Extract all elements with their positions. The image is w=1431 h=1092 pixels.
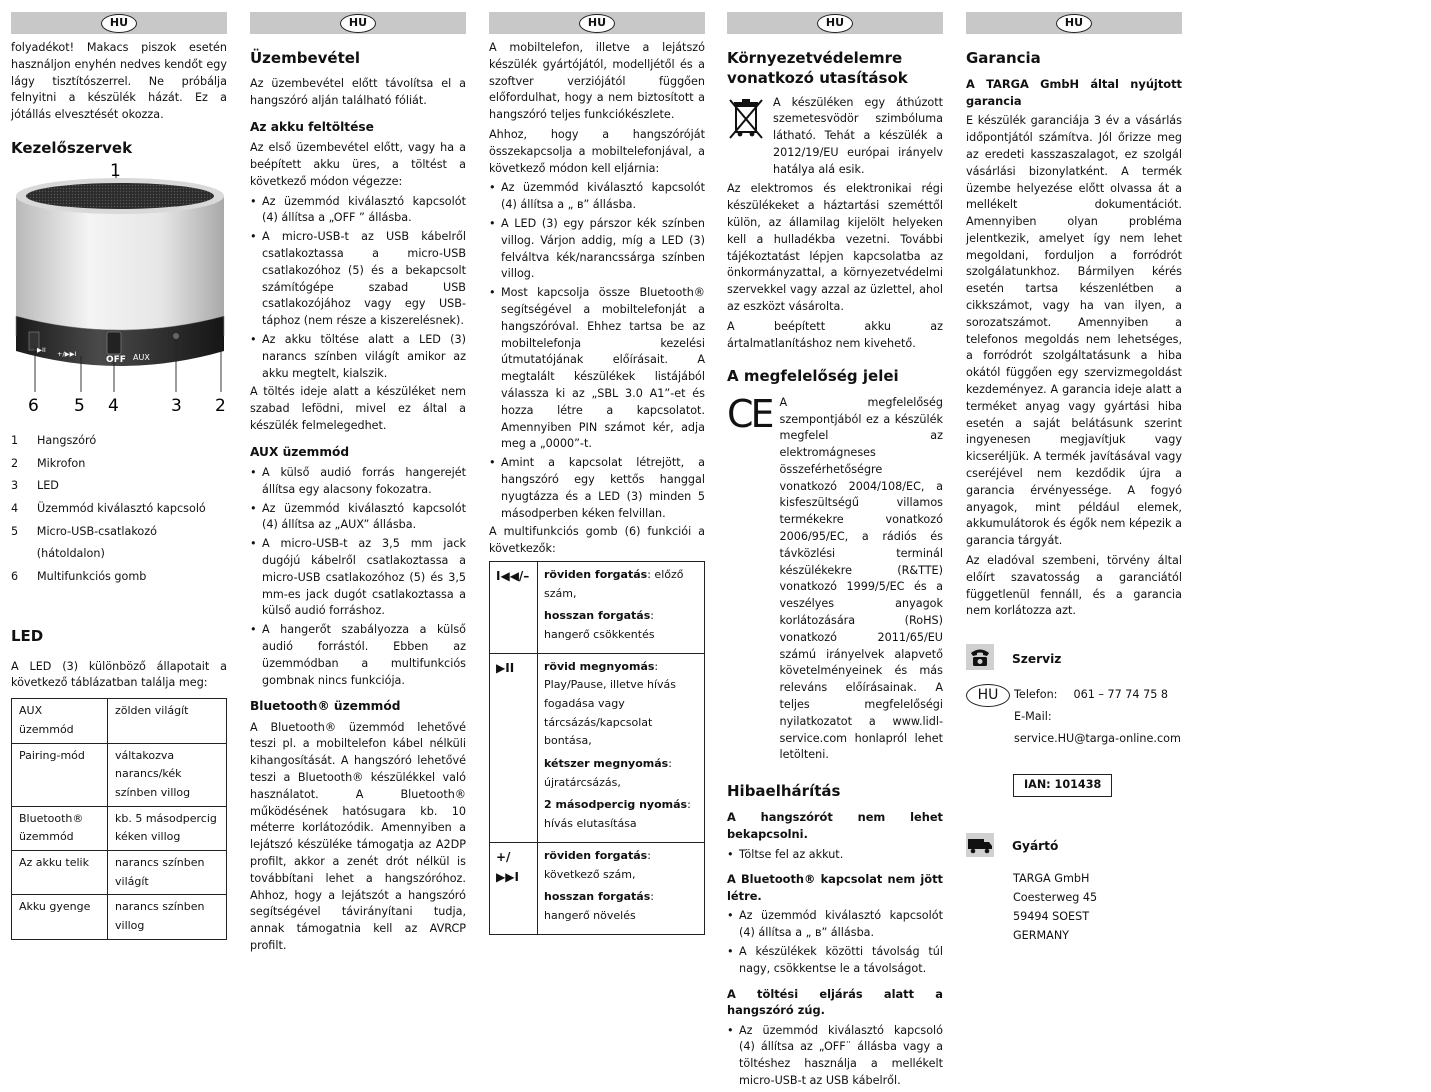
parts-item: 4 Üzemmód kiválasztó kapcsoló xyxy=(11,502,206,516)
list-item: • A készülékek közötti távolság túl nagy, csökkentse le a távolságot. xyxy=(727,944,943,978)
environment-text-3: A beépített akku az ártalmatlanításhoz nem kivehető. xyxy=(727,319,943,350)
ian-number: IAN: 101438 xyxy=(1013,774,1112,797)
list-item: • A LED (3) egy párszor kék színben villog. Várjon addig, míg a LED (3) felváltva kék/narancssárga színben villog. xyxy=(489,216,705,283)
table-row: +/▶▶I röviden forgatás: következő szám, hosszan forgatás: hangerő növelés xyxy=(490,842,705,934)
aux-list xyxy=(250,465,466,689)
conformity-text: A megfelelőség szempontjából ez a készülék megfelel az elektromágneses összeférhetőségre vonatkozó 2004/108/EC, a kisfeszültségű villamos termékekre vonatkozó 2006/95/EC, a rádiós és távközlési terminál készülékekre (R&TTE) vonatkozó 1999/5/EC és a veszélyes anyagok korlátozására (RoHS) vonatkozó 2011/65/EU számú irányelvek alapvető követelményeinek és más releváns előírásainak. A teljes megfelelőségi nyilatkozatot a www.lidl-service.com honlapról lehet letölteni. xyxy=(779,395,943,762)
language-badge: HU xyxy=(101,14,137,33)
warranty-text-2: Az eladóval szembeni, törvény által előírt szavatosság a garanciától függetlenül fennáll, és a garancia nem korlátozza azt. xyxy=(966,554,1182,618)
list-item: • Az akku töltése alatt a LED (3) narancs színben világít amikor az akku megtelt, kialszik. xyxy=(250,332,466,382)
service-heading: Szerviz xyxy=(1012,652,1062,667)
list-item: • Most kapcsolja össze Bluetooth® segítségével a mobiltelefonját a hangszóróval. Ehhez tartsa be az mobiltelefonja kezelési útmutatójának előírásait. A megtalált készülékek listájából válassza ki az „SBL 3.0 A1”-et és hozza létre a kapcsolatot. Amennyiben PIN számot kér, adja meg a „0000”-t. xyxy=(489,285,705,453)
manufacturer-address: TARGA GmbH Coesterweg 45 59494 SOEST GERMANY xyxy=(1013,871,1098,942)
language-badge: HU xyxy=(817,14,853,33)
speaker-illustration xyxy=(11,161,227,424)
parts-item: 1 Hangszóró xyxy=(11,434,97,448)
language-bar xyxy=(489,12,705,34)
speaker-aux-label: AUX xyxy=(133,353,150,363)
phone-number: 061 – 77 74 75 8 xyxy=(1073,688,1169,702)
parts-item: 6 Multifunkciós gomb xyxy=(11,569,147,583)
phone-icon xyxy=(966,644,994,676)
func-intro: A multifunkciós gomb (6) funkciói a következők: xyxy=(489,525,705,556)
aux-heading: AUX üzemmód xyxy=(250,444,350,459)
list-item: • A micro-USB-t az USB kábelről csatlakoztassa a micro-USB csatlakozóhoz (5) és a bekapcsolt számítógépe szabad USB csatlakozójához vagy egy USB-táphoz (nem része a kiszerelésnek). xyxy=(250,229,466,330)
problem-2-heading: A Bluetooth® kapcsolat nem jött létre. xyxy=(727,872,943,903)
led-intro: A LED (3) különböző állapotait a következő táblázatban találja meg: xyxy=(11,659,227,690)
parts-item: 5 Micro-USB-csatlakozó (hátoldalon) xyxy=(11,524,157,561)
list-item: • Amint a kapcsolat létrejött, a hangszóró egy kettős hanggal nyugtázza és a LED (3) minden 5 másodperben kéken felvillan. xyxy=(489,455,705,522)
table-row: I◀◀/– röviden forgatás: előző szám, hosszan forgatás: hangerő csökkentés xyxy=(490,561,705,653)
speaker-next-label: +/▶▶I xyxy=(57,350,77,359)
problem-3-heading: A töltési eljárás alatt a hangszóró zúg. xyxy=(727,986,943,1018)
func-symbol: +/▶▶I xyxy=(490,842,538,934)
table-row: Az akku telik narancs színben világít xyxy=(12,851,227,895)
setup-text: Az üzembevétel előtt távolítsa el a hangszóró alján található fóliát. xyxy=(250,77,466,108)
list-item: • Az üzemmód kiválasztó kapcsoló (4) állítsa az „OFF¨ állásba vagy a töltéshez használja a mellékelt micro-USB-t az USB kábelről. xyxy=(727,1023,943,1090)
setup-heading: Üzembevétel xyxy=(250,49,361,67)
led-table xyxy=(11,698,227,940)
column-5: HU Garancia A TARGA GmbH által nyújtott garancia E készülék garanciája 3 év a vásárlás időpontjától számítva. Jól őrizze meg az eredeti kasszaszalagot, ez szolgál vásárlási bizonylatként. A termék üzembe helyezése előtt olvassa át a mellékelt dokumentációt. Amennyiben olyan probléma jelentkezik, amelyet így nem lehet megoldani, forduljon a forródrót szolgálatunkhoz. Bármilyen kérés esetén tartsa készenlétben a cikkszámot, vagy ha van ilyen, a sorozatszámot. Amennyiben a telefonos megoldás nem lehetséges, a forródrót szolgáltatásunk a hiba okától függően egy szervizmegoldást kezdeményez. A garancia ideje alatt a terméket anyag vagy gyártási hiba esetén a saját belátásunk szerint ingyenesen megjavítjuk vagy kicseréljük. A termék javításával vagy cseréjével nem kezdődik újra a garancia érvényessége. A fogyó anyagok, mint például elemek, akkumulátorok és égők nem képezik a garancia tárgyát. Az eladóval szembeni, törvény által előírt szavatosság a garanciától függetlenül fennáll, és a garancia nem korlátozza azt. Szerviz HU Telefon: 061 – 77 74 75 8 E-Mail: service.HU@targa-online.com IAN: 101438 Gyártó TARGA GmbH Coesterweg 45 59494 SOEST GERMANY xyxy=(966,12,1182,945)
column-4 xyxy=(727,12,943,1092)
language-bar xyxy=(11,12,227,34)
language-bar xyxy=(966,12,1182,34)
list-item: • A micro-USB-t az 3,5 mm jack dugójú kábelről csatlakoztassa a micro-USB csatlakozóhoz (5) és 3,5 mm-es jack dugót csatlakoztassa a külső audió forráshoz. xyxy=(250,536,466,620)
func-symbol: ▶II xyxy=(490,653,538,842)
language-badge: HU xyxy=(1056,14,1092,33)
email-address: service.HU@targa-online.com xyxy=(1014,732,1181,746)
callout-2: 2 xyxy=(215,396,226,417)
conformity-heading: A megfelelőség jelei xyxy=(727,367,899,386)
callout-1: 1 xyxy=(110,161,121,182)
pairing-list xyxy=(489,180,705,522)
list-item: • Töltse fel az akkut. xyxy=(727,847,943,864)
environment-text-2: Az elektromos és elektronikai régi készülékeket a háztartási szeméttől külön, az államilag kijelölt helyeken kell a hulladékba vezetni. További tájékoztatást lépjen kapcsolatba az önkormányzattal, a környezetvédelmi szervekkel vagy azzal az üzlettel, ahol az eszközt vásárolta. xyxy=(727,182,943,314)
manufacturer-heading: Gyártó xyxy=(1012,838,1059,853)
column-3 xyxy=(489,12,705,935)
bluetooth-heading: Bluetooth® üzemmód xyxy=(250,699,401,714)
list-item: • Az üzemmód kiválasztó kapcsolót (4) állítsa az „AUX” állásba. xyxy=(250,501,466,535)
environment-text-1: A készüléken egy áthúzott szemetesvödör szimbóluma látható. Tehát a készülék a 2012/19/EU európai irányelv hatálya alá esik. xyxy=(773,95,943,176)
speaker-off-label: OFF xyxy=(106,355,126,366)
column-1 xyxy=(11,12,227,940)
compat-text: A mobiltelefon, illetve a lejátszó készülék gyártójától, modelljétől és a szoftver verziójától függően előfordulhat, hogy a nem biztosított a hangszóró teljes funkciókészlete. xyxy=(489,41,705,122)
problem-1-heading: A hangszórót nem lehet bekapcsolni. xyxy=(727,810,943,842)
parts-item: 2 Mikrofon xyxy=(11,456,86,470)
list-item: • Az üzemmód kiválasztó kapcsolót (4) állítsa a „ ʙ” állásba. xyxy=(489,180,705,214)
callout-3: 3 xyxy=(171,396,182,417)
language-bar xyxy=(727,12,943,34)
warranty-subheading: A TARGA GmbH által nyújtott garancia xyxy=(966,77,1182,108)
callout-4: 4 xyxy=(108,396,119,417)
callout-6: 6 xyxy=(28,396,39,417)
table-row: Akku gyenge narancs színben villog xyxy=(12,895,227,939)
manufacturer-block xyxy=(966,833,1182,863)
list-item: • Az üzemmód kiválasztó kapcsolót (4) állítsa a „OFF ” állásba. xyxy=(250,194,466,228)
warranty-text-1: E készülék garanciája 3 év a vásárlás időpontjától számítva. Jól őrizze meg az eredeti kasszaszalagot, ez szolgál vásárlási bizonylatként. A termék üzembe helyezése előtt olvassa át a mellékelt dokumentációt. Amennyiben olyan probléma jelentkezik, amelyet így nem lehet megoldani, forduljon a forródrót szolgálatunkhoz. Bármilyen kérés esetén tartsa készenlétben a cikkszámot, vagy ha van ilyen, a sorozatszámot. Amennyiben a telefonos megoldás nem lehetséges, a forródrót szolgáltatásunk a hiba okától függően egy szervizmegoldást kezdeményez. A garancia ideje alatt a terméket anyag vagy gyártási hiba esetén a saját belátásunk szerint ingyenesen megjavítjuk vagy kicseréljük. A termék javításával vagy cseréjével nem kezdődik újra a garancia érvényessége. A fogyó anyagok, mint például elemek, akkumulátorok és égők nem képezik a garancia tárgyát. xyxy=(966,114,1182,548)
warranty-heading: Garancia xyxy=(966,49,1041,67)
bluetooth-text: A Bluetooth® üzemmód lehetővé teszi pl. a mobiltelefon kábel nélküli kihangosítását. A hangszóró lehetővé teszi a Bluetooth® készülékkel való használatot. A Bluetooth® működésének hatósugara kb. 10 méterre korlátozódik. Amennyiben a lejátszó készüléke támogatja az A2DP profilt, akkor a zenét drót nélkül is továbbítani lehet a hangszóróhoz. Ahhoz, hogy a lejátszót a hangszóró segítségével távirányítani tudja, annak támogatnia kell az AVRCP profilt. xyxy=(250,720,466,952)
service-block xyxy=(966,644,1182,676)
truck-icon xyxy=(966,833,994,863)
speaker-play-label: ▶II xyxy=(37,346,46,355)
intro-text: folyadékot! Makacs piszok esetén használjon enyhén nedves kendőt egy lágy tisztítószerrel. Ne próbálja felnyitni a készülék házát. Ez a jótállás elvesztését okozza. xyxy=(11,41,227,122)
func-symbol: I◀◀/– xyxy=(490,561,538,653)
language-badge: HU xyxy=(340,14,376,33)
language-badge: HU xyxy=(579,14,615,33)
charge-list xyxy=(250,194,466,383)
table-row: AUX üzemmód zölden világít xyxy=(12,699,227,743)
environment-heading: Környezetvédelemre vonatkozó utasítások xyxy=(727,49,908,88)
parts-item: 3 LED xyxy=(11,479,59,493)
led-heading: LED xyxy=(11,627,44,646)
list-item: • A hangerőt szabályozza a külső audió forrástól. Ebben az üzemmódban a multifunkciós gombnak nincs funkciója. xyxy=(250,622,466,689)
parts-list xyxy=(11,430,227,588)
language-bar xyxy=(250,12,466,34)
crossed-bin-icon xyxy=(727,97,765,182)
pairing-intro: Ahhoz, hogy a hangszóróját összekapcsolja a mobiltelefonjával, a következő módon kell eljárnia: xyxy=(489,127,705,175)
list-item: • A külső audió forrás hangerejét állítsa egy alacsony fokozatra. xyxy=(250,465,466,499)
table-row: Bluetooth® üzemmód kb. 5 másodpercig kéken villog xyxy=(12,806,227,850)
callout-5: 5 xyxy=(74,396,85,417)
speaker-drawing xyxy=(11,161,227,424)
function-table xyxy=(489,561,705,935)
ce-mark-icon: CE xyxy=(727,391,772,436)
table-row: ▶II rövid megnyomás: Play/Pause, illetve hívás fogadása vagy tárcsázás/kapcsolat bontása, kétszer megnyomás: újratárcsázás, 2 másodpercig nyomás: hívás elutasítása xyxy=(490,653,705,842)
controls-heading: Kezelőszervek xyxy=(11,138,133,157)
column-2 xyxy=(250,12,466,958)
country-badge: HU xyxy=(966,684,1010,707)
charge-note: A töltés ideje alatt a készüléket nem szabad lefödni, mivel ez által a készülék felmelegedhet. xyxy=(250,385,466,432)
list-item: • Az üzemmód kiválasztó kapcsolót (4) állítsa a „ ʙ” állásba. xyxy=(727,908,943,942)
table-row: Pairing-mód váltakozva narancs/kék színben villog xyxy=(12,743,227,806)
charge-text: Az első üzembevétel előtt, vagy ha a beépített akku üres, a töltést a következő módon végezze: xyxy=(250,141,466,188)
troubleshooting-heading: Hibaelhárítás xyxy=(727,782,841,801)
charge-heading: Az akku feltöltése xyxy=(250,119,374,134)
